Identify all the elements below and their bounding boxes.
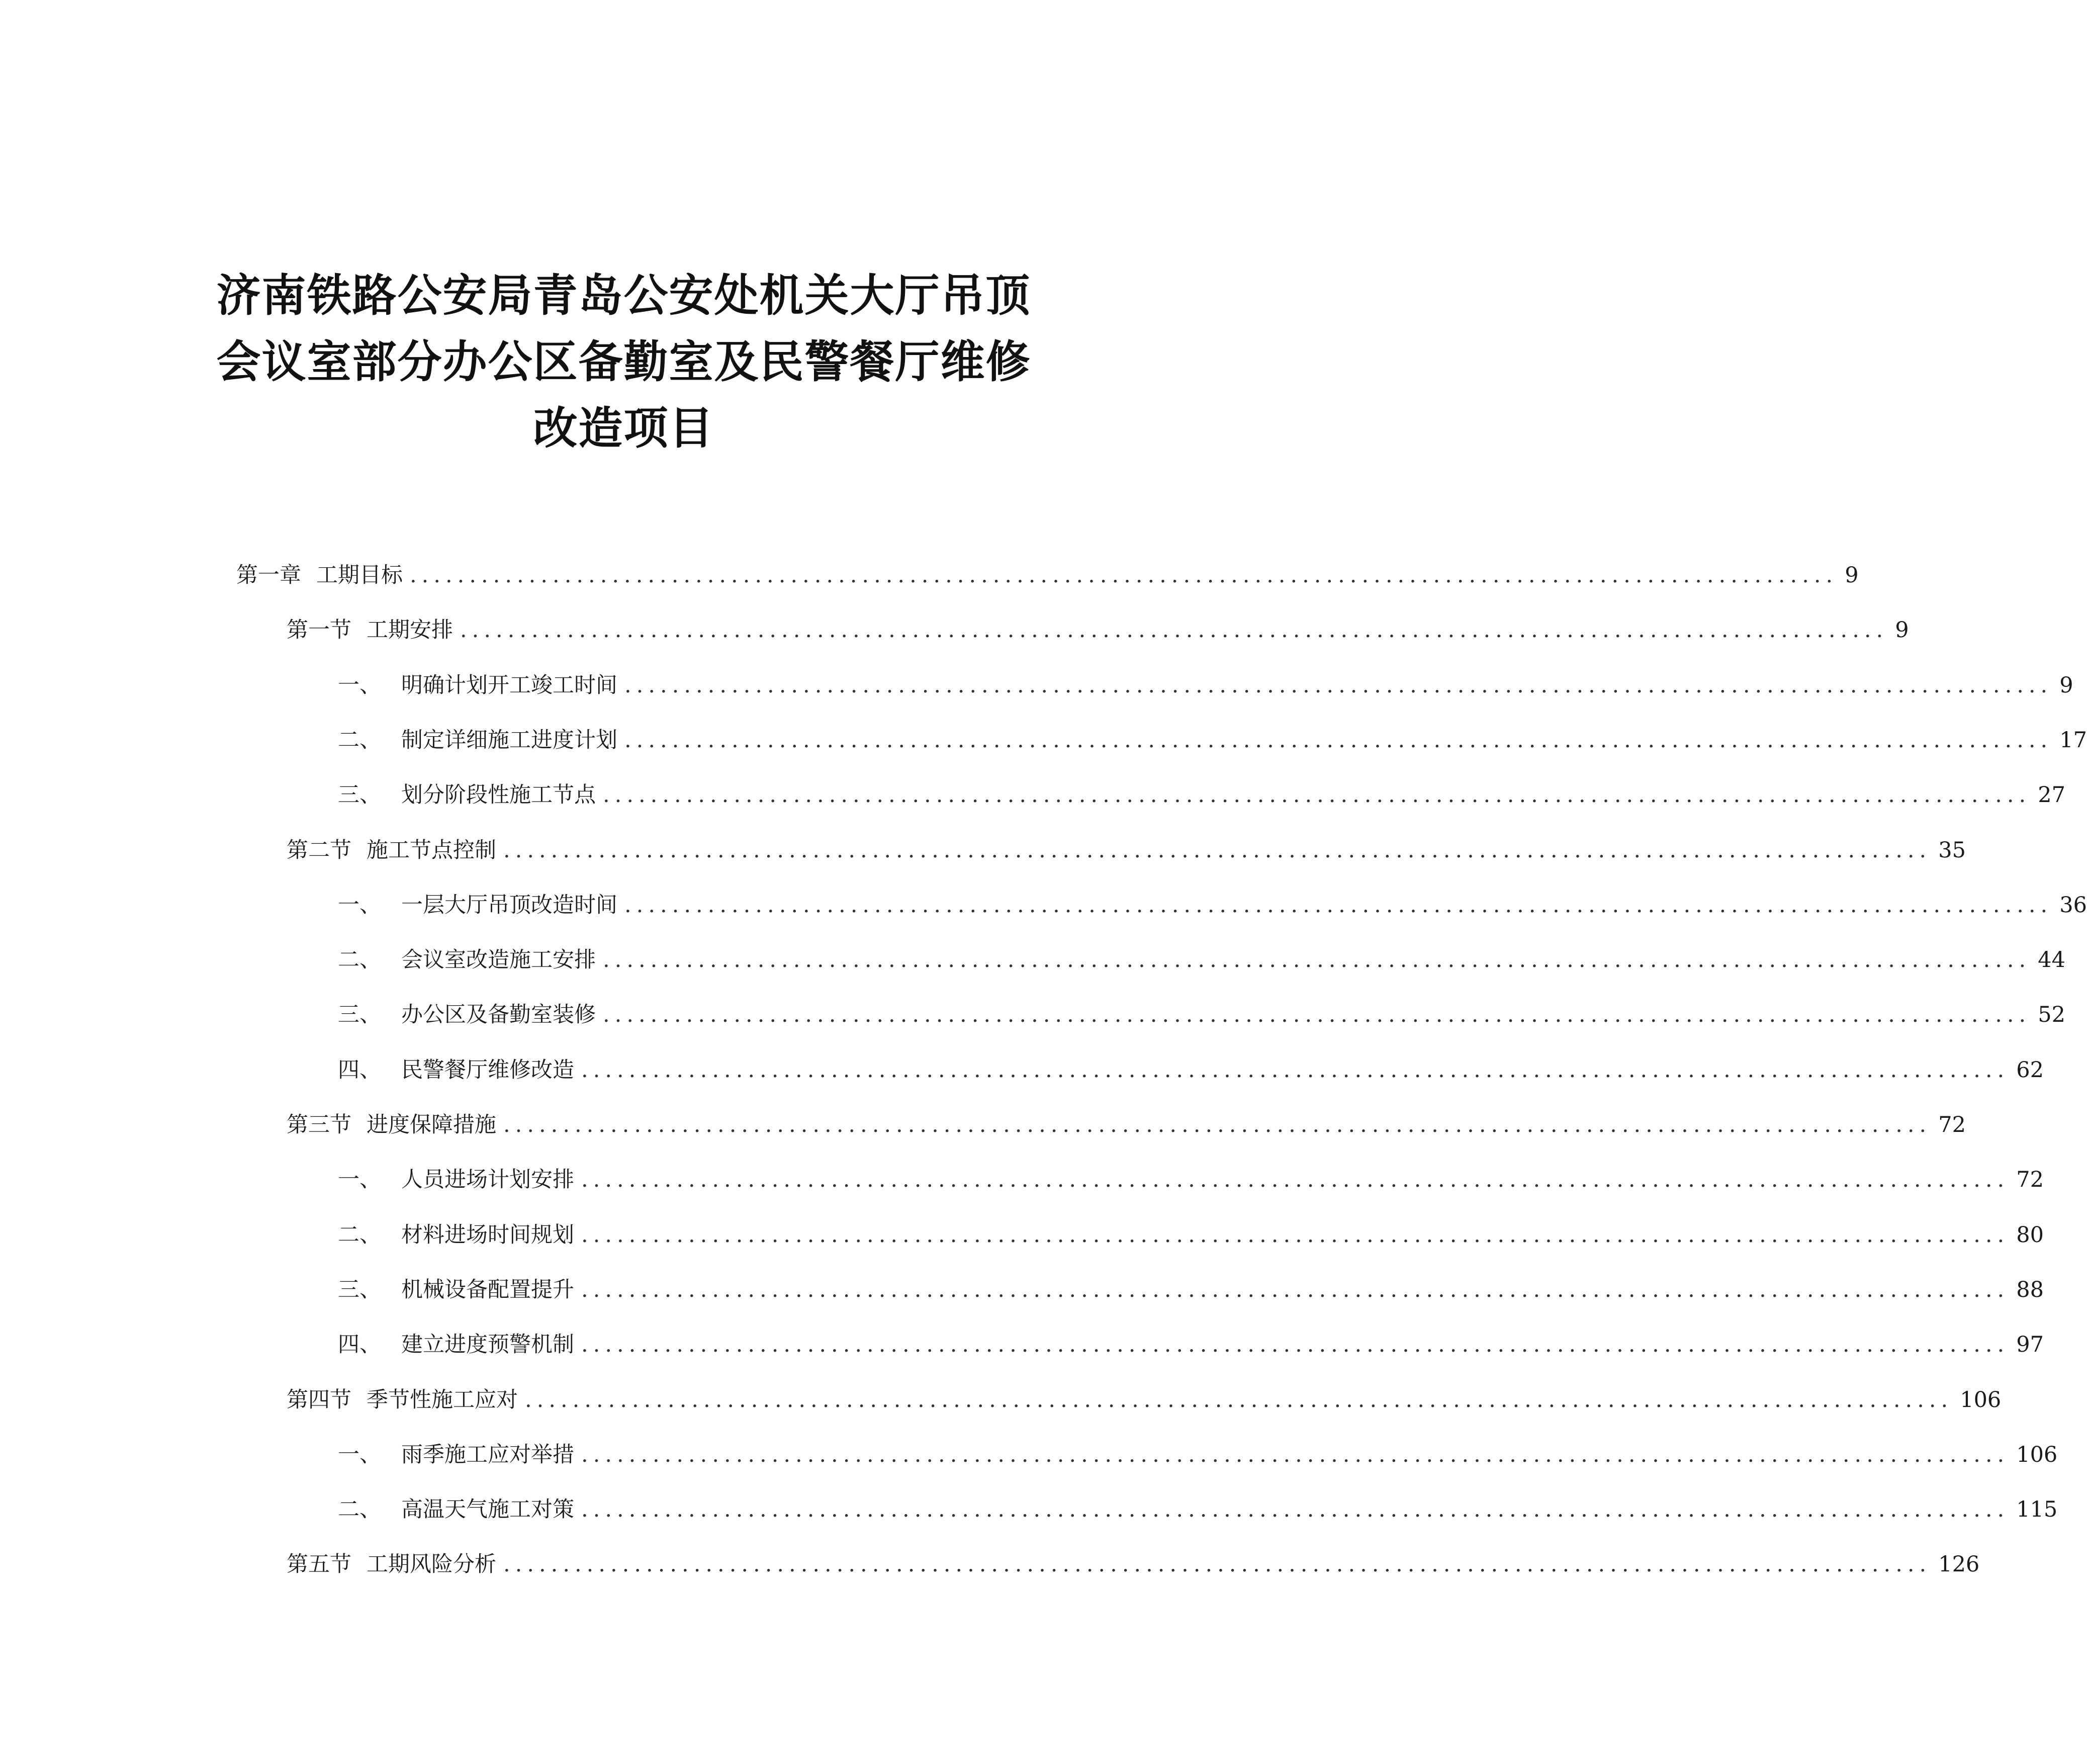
toc-entry-label bbox=[338, 888, 617, 919]
toc-leader-dots: ........................................................................................................................ bbox=[581, 1277, 2010, 1302]
toc-page-number: 88 bbox=[2016, 1277, 2044, 1302]
toc-page-number: 27 bbox=[2038, 782, 2065, 808]
toc-leader-dots: ........................................................................................................................ bbox=[603, 947, 2031, 973]
toc-entry-number: 一、 bbox=[338, 673, 381, 698]
toc-entry[interactable] bbox=[338, 1273, 2044, 1303]
toc-entry-number: 第二节 bbox=[287, 838, 351, 863]
toc-leader-dots: ........................................................................................................................ bbox=[624, 893, 2053, 918]
toc-page-number: 36 bbox=[2059, 893, 2087, 918]
toc-entry-label bbox=[236, 558, 403, 589]
toc-entry-label bbox=[338, 778, 596, 809]
toc-entry-number: 二、 bbox=[338, 728, 381, 753]
document-title-line-1: 济南铁路公安局青岛公安处机关大厅吊顶 bbox=[216, 270, 1031, 321]
toc-entry-text: 进度保障措施 bbox=[367, 1112, 496, 1137]
document-title-line-2: 会议室部分办公区备勤室及民警餐厅维修 bbox=[216, 336, 1031, 388]
toc-page-number: 115 bbox=[2016, 1497, 2058, 1522]
toc-entry[interactable] bbox=[287, 1547, 1980, 1577]
toc-entry[interactable] bbox=[338, 998, 2065, 1028]
toc-entry-text: 季节性施工应对 bbox=[367, 1387, 518, 1413]
toc-entry-number: 一、 bbox=[338, 1442, 381, 1467]
toc-page-number: 126 bbox=[1938, 1552, 1980, 1577]
toc-entry-text: 材料进场时间规划 bbox=[401, 1222, 574, 1248]
toc-entry-number: 一、 bbox=[338, 893, 381, 918]
toc-leader-dots: ........................................................................................................................ bbox=[581, 1222, 2010, 1248]
toc-entry-number: 三、 bbox=[338, 1002, 381, 1027]
toc-entry-label bbox=[287, 1547, 496, 1578]
toc-leader-dots: ........................................................................................................................ bbox=[503, 1112, 1932, 1137]
toc-entry-number: 一、 bbox=[338, 1167, 381, 1192]
toc-entry[interactable] bbox=[338, 1492, 2058, 1523]
toc-entry-text: 民警餐厅维修改造 bbox=[401, 1057, 574, 1083]
toc-entry[interactable] bbox=[338, 778, 2065, 808]
toc-entry-label bbox=[338, 1218, 574, 1249]
toc-page-number: 106 bbox=[2016, 1442, 2058, 1467]
toc-entry-number: 第四节 bbox=[287, 1387, 351, 1413]
toc-leader-dots: ........................................................................................................................ bbox=[624, 673, 2053, 698]
toc-entry-number: 三、 bbox=[338, 1277, 381, 1302]
toc-entry-number: 第一节 bbox=[287, 618, 351, 643]
toc-entry-text: 划分阶段性施工节点 bbox=[401, 782, 596, 808]
toc-entry-number: 三、 bbox=[338, 782, 381, 808]
toc-page-number: 52 bbox=[2038, 1002, 2065, 1027]
toc-entry-label bbox=[338, 723, 617, 754]
toc-entry[interactable] bbox=[338, 1218, 2044, 1248]
toc-entry-text: 施工节点控制 bbox=[367, 838, 496, 863]
toc-page-number: 62 bbox=[2016, 1057, 2044, 1083]
toc-page-number: 97 bbox=[2016, 1332, 2044, 1357]
toc-leader-dots: ........................................................................................................................ bbox=[581, 1497, 2010, 1522]
toc-entry[interactable] bbox=[338, 1328, 2044, 1358]
toc-page-number: 9 bbox=[1845, 563, 1859, 588]
toc-page-number: 80 bbox=[2016, 1222, 2044, 1248]
toc-entry-number: 第三节 bbox=[287, 1112, 351, 1137]
toc-entry-label bbox=[338, 943, 596, 974]
toc-leader-dots: ........................................................................................................................ bbox=[503, 838, 1932, 863]
toc-entry-label bbox=[338, 1273, 574, 1303]
toc-entry-text: 雨季施工应对举措 bbox=[401, 1442, 574, 1467]
toc-entry-number: 第一章 bbox=[236, 563, 301, 588]
toc-entry-number: 二、 bbox=[338, 1497, 381, 1522]
toc-entry-label bbox=[338, 668, 617, 699]
toc-entry-label bbox=[287, 1108, 496, 1138]
toc-entry-text: 高温天气施工对策 bbox=[401, 1497, 574, 1522]
toc-leader-dots: ........................................................................................................................ bbox=[581, 1442, 2010, 1467]
toc-entry[interactable] bbox=[287, 833, 1966, 863]
toc-entry-label bbox=[287, 613, 453, 644]
toc-leader-dots: ........................................................................................................................ bbox=[581, 1057, 2010, 1083]
toc-entry[interactable] bbox=[236, 558, 1859, 588]
toc-entry-text: 工期目标 bbox=[316, 563, 403, 588]
toc-page-number: 9 bbox=[1895, 618, 1909, 643]
toc-page-number: 72 bbox=[1938, 1112, 1966, 1137]
toc-entry-number: 二、 bbox=[338, 947, 381, 973]
toc-entry-text: 机械设备配置提升 bbox=[401, 1277, 574, 1302]
toc-entry-label bbox=[338, 1328, 574, 1358]
toc-entry-number: 二、 bbox=[338, 1222, 381, 1248]
toc-entry-label bbox=[338, 1492, 574, 1523]
toc-entry-text: 办公区及备勤室装修 bbox=[401, 1002, 596, 1027]
toc-leader-dots: ........................................................................................................................ bbox=[460, 618, 1888, 643]
toc-entry[interactable] bbox=[287, 613, 1909, 643]
toc-entry-text: 制定详细施工进度计划 bbox=[401, 728, 617, 753]
toc-entry[interactable] bbox=[287, 1383, 2002, 1413]
toc-entry-text: 工期安排 bbox=[367, 618, 453, 643]
toc-entry-label bbox=[338, 1438, 574, 1468]
toc-entry-number: 四、 bbox=[338, 1332, 381, 1357]
toc-entry-text: 一层大厅吊顶改造时间 bbox=[401, 893, 617, 918]
toc-entry-label bbox=[338, 1163, 574, 1193]
toc-entry-number: 第五节 bbox=[287, 1552, 351, 1577]
toc-entry[interactable] bbox=[338, 1163, 2044, 1193]
toc-entry-text: 建立进度预警机制 bbox=[401, 1332, 574, 1357]
toc-leader-dots: ........................................................................................................................ bbox=[624, 728, 2053, 753]
toc-leader-dots: ........................................................................................................................ bbox=[581, 1167, 2010, 1192]
toc-entry-text: 明确计划开工竣工时间 bbox=[401, 673, 617, 698]
toc-entry[interactable] bbox=[338, 888, 2087, 918]
toc-entry[interactable] bbox=[338, 1053, 2044, 1083]
toc-page-number: 44 bbox=[2038, 947, 2065, 973]
toc-entry[interactable] bbox=[338, 1438, 2058, 1468]
toc-entry-label bbox=[287, 1383, 518, 1414]
toc-leader-dots: ........................................................................................................................ bbox=[410, 563, 1838, 588]
toc-leader-dots: ........................................................................................................................ bbox=[525, 1387, 1953, 1413]
toc-page-number: 35 bbox=[1938, 838, 1966, 863]
toc-page-number: 72 bbox=[2016, 1167, 2044, 1192]
toc-page-number: 106 bbox=[1960, 1387, 2002, 1413]
toc-entry-label bbox=[338, 1053, 574, 1084]
toc-entry-text: 人员进场计划安排 bbox=[401, 1167, 574, 1192]
toc-entry-text: 工期风险分析 bbox=[367, 1552, 496, 1577]
toc-entry[interactable] bbox=[287, 1108, 1966, 1138]
toc-entry-text: 会议室改造施工安排 bbox=[401, 947, 596, 973]
toc-entry-label bbox=[287, 833, 496, 864]
document-title-line-3: 改造项目 bbox=[533, 402, 714, 454]
toc-leader-dots: ........................................................................................................................ bbox=[503, 1552, 1932, 1577]
toc-leader-dots: ........................................................................................................................ bbox=[603, 782, 2031, 808]
toc-leader-dots: ........................................................................................................................ bbox=[581, 1332, 2010, 1357]
toc-entry[interactable] bbox=[338, 723, 2087, 753]
toc-entry[interactable] bbox=[338, 943, 2065, 973]
toc-page-number: 17 bbox=[2059, 728, 2087, 753]
toc-page-number: 9 bbox=[2059, 673, 2073, 698]
toc-entry[interactable] bbox=[338, 668, 2073, 698]
toc-leader-dots: ........................................................................................................................ bbox=[603, 1002, 2031, 1027]
toc-entry-number: 四、 bbox=[338, 1057, 381, 1083]
toc-entry-label bbox=[338, 998, 596, 1028]
